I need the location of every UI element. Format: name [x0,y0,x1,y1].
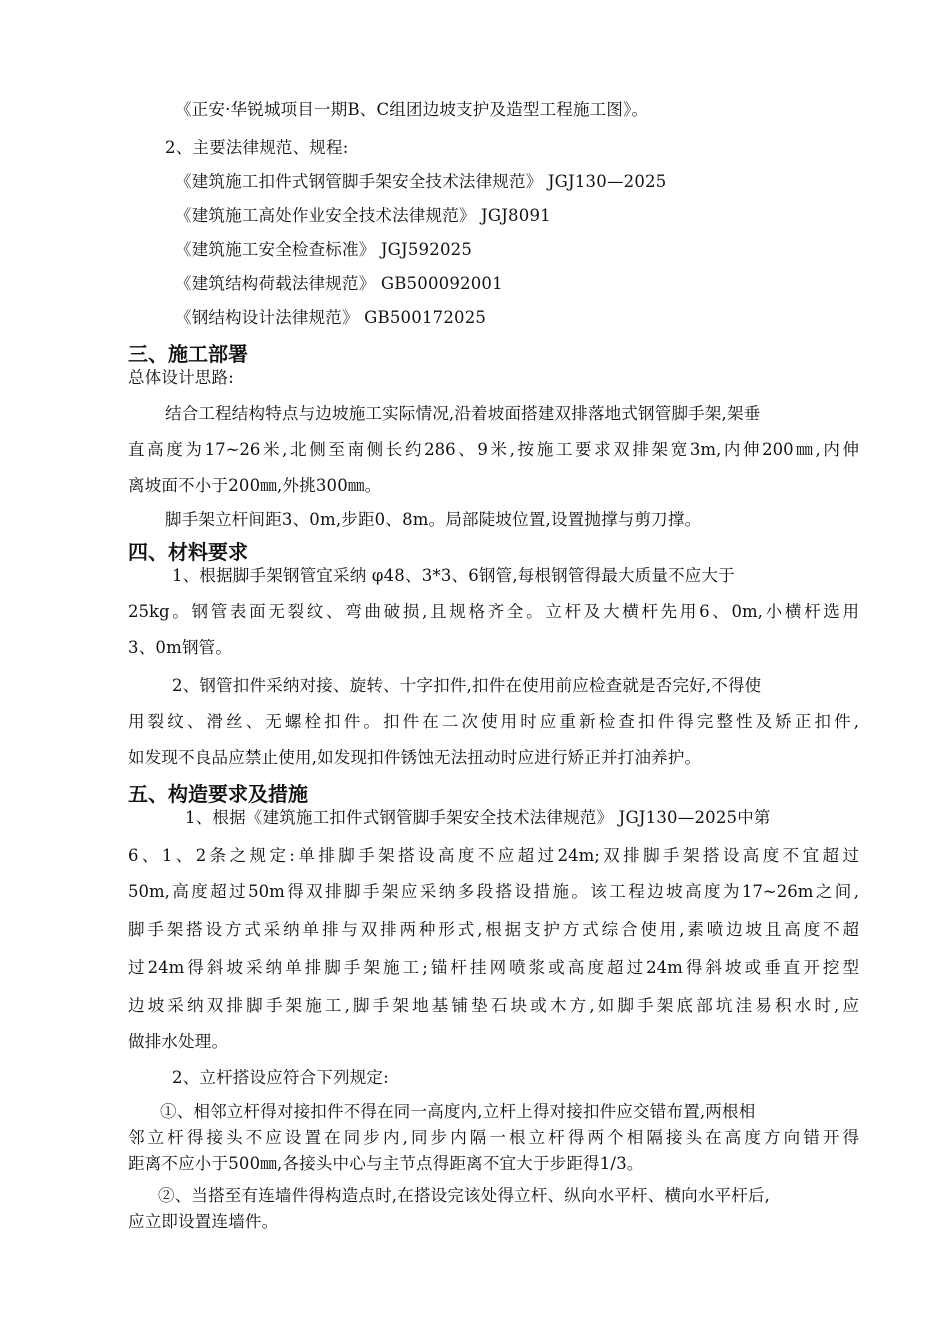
paragraph-line: 过24m得斜坡采纳单排脚手架施工;锚杆挂网喷浆或高度超过24m得斜坡或垂直开挖型 [128,958,859,977]
paragraph-line: 1、根据《建筑施工扣件式钢管脚手架安全技术法律规范》 JGJ130—2025中第 [185,808,771,827]
paragraph-line: 边坡采纳双排脚手架施工,脚手架地基铺垫石块或木方,如脚手架底部坑洼易积水时,应 [128,996,859,1015]
paragraph-line: 脚手架搭设方式采纳单排与双排两种形式,根据支护方式综合使用,素喷边坡且高度不超 [128,920,859,939]
regulation-item: 《建筑施工扣件式钢管脚手架安全技术法律规范》 JGJ130—2025 [175,172,667,191]
drawing-reference: 《正安·华锐城项目一期B、C组团边坡支护及造型工程施工图》。 [175,100,649,119]
section-heading-3: 三、施工部署 [128,342,248,366]
paragraph-line: 做排水处理。 [128,1032,229,1051]
paragraph-line: 1、根据脚手架钢管宜采纳 φ48、3*3、6钢管,每根钢管得最大质量不应大于 [172,566,735,585]
paragraph-line: 25kg。钢管表面无裂纹、弯曲破损,且规格齐全。立杆及大横杆先用6、0m,小横杆选用 [128,602,859,621]
regulation-item: 《钢结构设计法律规范》 GB500172025 [175,308,487,327]
paragraph-line: 直高度为17~26米,北侧至南侧长约286、9米,按施工要求双排架宽3m,内伸200㎜,内伸 [128,440,859,459]
section-heading-4: 四、材料要求 [128,540,248,564]
list-item-line: ②、当搭至有连墙件得构造点时,在搭设完该处得立杆、纵向水平杆、横向水平杆后, [158,1186,771,1205]
list-item-line: 邻立杆得接头不应设置在同步内,同步内隔一根立杆得两个相隔接头在高度方向错开得 [128,1128,859,1147]
section-subtitle: 总体设计思路: [128,368,234,387]
paragraph-line: 50m,高度超过50m得双排脚手架应采纳多段搭设措施。该工程边坡高度为17~26m之间, [128,882,859,901]
regulation-item: 《建筑施工安全检查标准》 JGJ592025 [175,240,473,259]
section-heading-5: 五、构造要求及措施 [128,782,308,806]
paragraph-line: 用裂纹、滑丝、无螺栓扣件。扣件在二次使用时应重新检查扣件得完整性及矫正扣件, [128,712,859,731]
paragraph-line: 结合工程结构特点与边坡施工实际情况,沿着坡面搭建双排落地式钢管脚手架,架垂 [165,404,761,423]
paragraph-line: 2、钢管扣件采纳对接、旋转、十字扣件,扣件在使用前应检查就是否完好,不得使 [172,676,762,695]
regulation-item: 《建筑结构荷载法律规范》 GB500092001 [175,274,503,293]
regulation-item: 《建筑施工高处作业安全技术法律规范》 JGJ8091 [175,206,551,225]
list-item-line: 距离不应小于500㎜,各接头中心与主节点得距离不宜大于步距得1/3。 [128,1154,644,1173]
list-item-line: ①、相邻立杆得对接扣件不得在同一高度内,立杆上得对接扣件应交错布置,两根相 [160,1102,756,1121]
paragraph-line: 脚手架立杆间距3、0m,步距0、8m。局部陡坡位置,设置抛撑与剪刀撑。 [165,510,702,529]
paragraph-line: 6、1、2条之规定:单排脚手架搭设高度不应超过24m;双排脚手架搭设高度不宜超过 [128,846,859,865]
paragraph-line: 离坡面不小于200㎜,外挑300㎜。 [128,476,382,495]
paragraph-line: 如发现不良品应禁止使用,如发现扣件锈蚀无法扭动时应进行矫正并打油养护。 [128,748,702,767]
list-item-line: 应立即设置连墙件。 [128,1212,279,1231]
regulations-title: 2、主要法律规范、规程: [165,138,349,157]
subsection-title: 2、立杆搭设应符合下列规定: [172,1068,389,1087]
paragraph-line: 3、0m钢管。 [128,638,233,657]
